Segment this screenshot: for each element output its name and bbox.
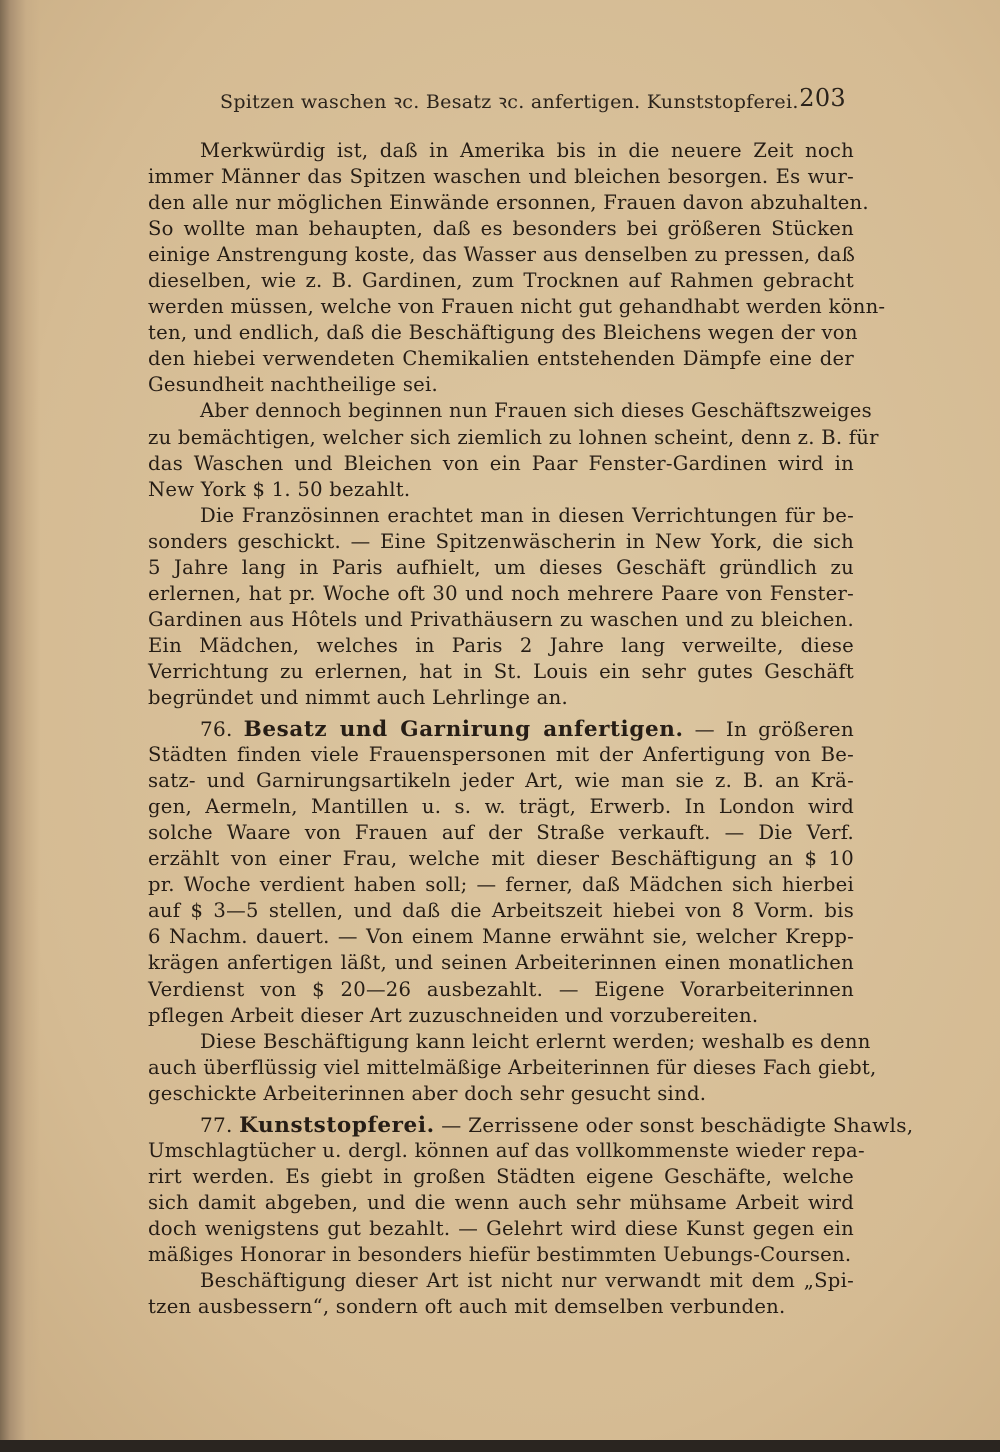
text-line: einige Anstrengung koste, das Wasser aus denselben zu pressen, daß <box>148 243 856 267</box>
section-lead-text: — In größeren <box>694 717 855 742</box>
text-line: Beschäftigung dieser Art ist nicht nur verwandt mit dem „Spi- <box>200 1269 854 1293</box>
text-line: doch wenigstens gut bezahlt. — Gelehrt wird diese Kunst gegen ein <box>148 1216 854 1240</box>
text-line: Ein Mädchen, welches in Paris 2 Jahre lang verweilte, diese <box>148 633 854 657</box>
text-line: begründet und nimmt auch Lehrlinge an. <box>148 685 568 709</box>
text-line: den alle nur möglichen Einwände ersonnen, Frauen davon abzuhalten. <box>148 191 869 215</box>
text-line: erlernen, hat pr. Woche oft 30 und noch mehrere Paare von Fenster- <box>148 581 854 605</box>
text-line: New York $ 1. 50 bezahlt. <box>148 477 411 501</box>
text-line: erzählt von einer Frau, welche mit dieser Beschäftigung an $ 10 <box>148 847 854 871</box>
text-line: satz- und Garnirungsartikeln jeder Art, wie man sie z. B. an Krä- <box>148 769 854 793</box>
text-line: Diese Beschäftigung kann leicht erlernt werden; weshalb es denn <box>200 1029 871 1053</box>
text-line: Umschlagtücher u. dergl. können auf das vollkommenste wieder repa- <box>148 1138 865 1162</box>
scan-edge <box>0 1440 1000 1452</box>
text-line: den hiebei verwendeten Chemikalien entstehenden Dämpfe eine der <box>148 347 854 371</box>
text-line: pflegen Arbeit dieser Art zuzuschneiden und vorzubereiten. <box>148 1003 759 1027</box>
running-head-title: Spitzen waschen ꝛc. Besatz ꝛc. anfertigen. Kunststopferei. <box>220 91 799 113</box>
text-line: immer Männer das Spitzen waschen und bleichen besorgen. Es wur- <box>148 165 854 189</box>
section-number: 76. <box>200 717 233 742</box>
text-line: Aber dennoch beginnen nun Frauen sich dieses Geschäftszweiges <box>200 399 872 423</box>
section-number: 77. <box>200 1112 233 1137</box>
running-head <box>220 84 850 114</box>
text-line: 5 Jahre lang in Paris aufhielt, um dieses Geschäft gründlich zu <box>148 555 854 579</box>
text-line: rirt werden. Es giebt in großen Städten eigene Geschäfte, welche <box>148 1164 854 1188</box>
section-76-heading <box>148 716 854 742</box>
text-line: Gesundheit nachtheilige sei. <box>148 373 438 397</box>
text-line: pr. Woche verdient haben soll; — ferner, daß Mädchen sich hierbei <box>148 873 854 897</box>
text-line: Merkwürdig ist, daß in Amerika bis in die neuere Zeit noch <box>200 139 854 162</box>
text-line: mäßiges Honorar in besonders hiefür bestimmten Uebungs-Coursen. <box>148 1242 852 1266</box>
section-title: Besatz und Garnirung anfertigen. <box>243 717 684 743</box>
text-line: das Waschen und Bleichen von ein Paar Fenster-Gardinen wird in <box>148 451 854 475</box>
text-line: solche Waare von Frauen auf der Straße verkauft. — Die Verf. <box>148 821 854 845</box>
text-line: gen, Aermeln, Mantillen u. s. w. trägt, Erwerb. In London wird <box>148 795 854 819</box>
section-title: Kunststopferei. <box>239 1112 435 1138</box>
text-line: auf $ 3—5 stellen, und daß die Arbeitszeit hiebei von 8 Vorm. bis <box>148 899 854 923</box>
text-line: krägen anfertigen läßt, und seinen Arbeiterinnen einen monatlichen <box>148 951 854 975</box>
section-77-heading <box>148 1112 914 1138</box>
text-line: zu bemächtigen, welcher sich ziemlich zu lohnen scheint, denn z. B. für <box>148 425 879 449</box>
text-line: auch überflüssig viel mittelmäßige Arbeiterinnen für dieses Fach giebt, <box>148 1055 877 1079</box>
text-line: dieselben, wie z. B. Gardinen, zum Trocknen auf Rahmen gebracht <box>148 269 854 293</box>
spine-shadow <box>0 0 40 1452</box>
text-line: sich damit abgeben, und die wenn auch sehr mühsame Arbeit wird <box>148 1190 854 1214</box>
text-line: Verdienst von $ 20—26 ausbezahlt. — Eigene Vorarbeiterinnen <box>148 977 854 1001</box>
text-line: tzen ausbessern“, sondern oft auch mit demselben verbunden. <box>148 1295 786 1319</box>
text-line: Die Französinnen erachtet man in diesen Verrichtungen für be- <box>200 503 854 527</box>
text-line: Städten finden viele Frauenspersonen mit der Anfertigung von Be- <box>148 743 854 767</box>
text-line: Gardinen aus Hôtels und Privathäusern zu waschen und zu bleichen. <box>148 607 854 631</box>
text-line: sonders geschickt. — Eine Spitzenwäscherin in New York, die sich <box>148 529 854 553</box>
section-lead-text: — Zerrissene oder sonst beschädigte Shawls, <box>441 1112 914 1137</box>
text-line: geschickte Arbeiterinnen aber doch sehr gesucht sind. <box>148 1081 707 1105</box>
text-line: ten, und endlich, daß die Beschäftigung des Bleichens wegen der von <box>148 321 858 345</box>
page-number: 203 <box>799 84 846 112</box>
text-line: Verrichtung zu erlernen, hat in St. Louis ein sehr gutes Geschäft <box>148 659 854 683</box>
text-line: werden müssen, welche von Frauen nicht gut gehandhabt werden könn- <box>148 295 886 319</box>
text-line: 6 Nachm. dauert. — Von einem Manne erwähnt sie, welcher Krepp- <box>148 925 854 949</box>
body-text <box>148 138 914 1320</box>
text-line: So wollte man behaupten, daß es besonders bei größeren Stücken <box>148 217 854 241</box>
